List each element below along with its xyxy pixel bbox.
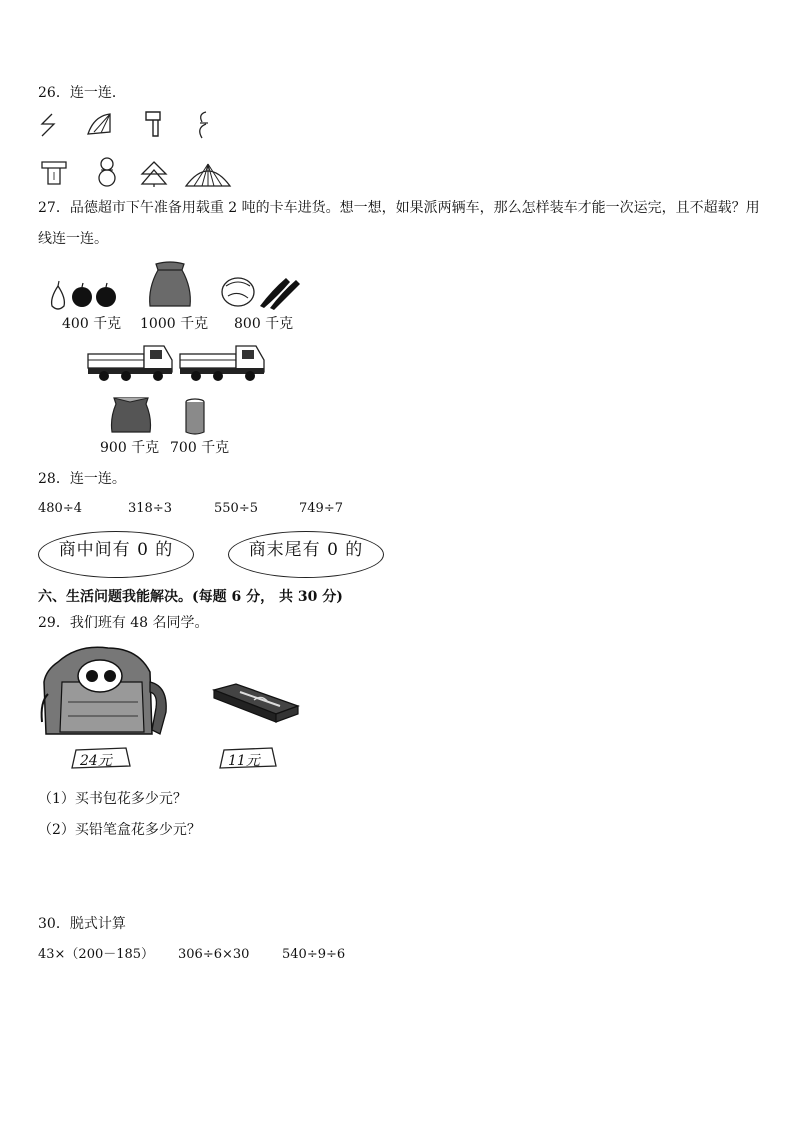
q29-sub-question-1: （1）买书包花多少元？ [38, 791, 187, 807]
q29-sub-question-2: （2）买铅笔盒花多少元？ [38, 822, 201, 838]
q30-expression-1: 43×（200－185） [38, 947, 155, 962]
q27-text-line2: 线连一连。 [38, 231, 108, 247]
fan-half-icon [86, 112, 114, 136]
q30-title: 30．脱式计算 [38, 916, 126, 932]
q28-expression-3: 550÷5 [214, 501, 258, 516]
mushroom-icon [40, 158, 68, 188]
q28-expression-2: 318÷3 [128, 501, 172, 516]
vegetables-weight: 800 千克 [234, 316, 294, 332]
pencil-case-price: 11元 [228, 753, 260, 769]
pencil-case-icon [210, 680, 302, 726]
umbrella-icon [184, 162, 232, 188]
q26-title: 26．连一连． [38, 85, 126, 101]
oval-end-zero-label: 商末尾有 0 的 [248, 540, 364, 560]
can-weight: 700 千克 [170, 440, 230, 456]
vegetables-icon [220, 270, 302, 310]
backpack-price: 24元 [80, 753, 112, 769]
mushroom-half-icon [142, 110, 164, 138]
backpack-icon [38, 642, 170, 742]
q28-expression-1: 480÷4 [38, 501, 82, 516]
truck-icon [86, 340, 176, 382]
bag-weight: 900 千克 [100, 440, 160, 456]
truck-icon [178, 340, 268, 382]
q29-title: 29．我们班有 48 名同学。 [38, 615, 209, 631]
q28-title: 28．连一连。 [38, 471, 126, 487]
folded-paper-icon [38, 112, 60, 138]
q28-expression-4: 749÷7 [299, 501, 343, 516]
sack-weight: 1000 千克 [140, 316, 209, 332]
q30-expression-2: 306÷6×30 [178, 947, 250, 962]
snowman-half-icon [194, 110, 214, 140]
sack-icon [146, 260, 194, 310]
section-6-heading: 六、生活问题我能解决。(每题 6 分， 共 30 分) [38, 589, 343, 605]
q30-expression-3: 540÷9÷6 [282, 947, 346, 962]
q27-text-line1: 27．品德超市下午准备用载重 2 吨的卡车进货。想一想，如果派两辆车，那么怎样装车才能一次运完，且不超载？用 [38, 200, 760, 216]
oval-middle-zero-label: 商中间有 0 的 [58, 540, 174, 560]
can-icon [184, 398, 206, 436]
oval-end-zero [228, 531, 384, 578]
fruit-icon [46, 278, 120, 312]
fruit-weight: 400 千克 [62, 316, 122, 332]
bag-icon [108, 394, 154, 436]
snowman-icon [96, 156, 118, 188]
oval-middle-zero [38, 531, 194, 578]
tree-shape-icon [140, 160, 168, 188]
